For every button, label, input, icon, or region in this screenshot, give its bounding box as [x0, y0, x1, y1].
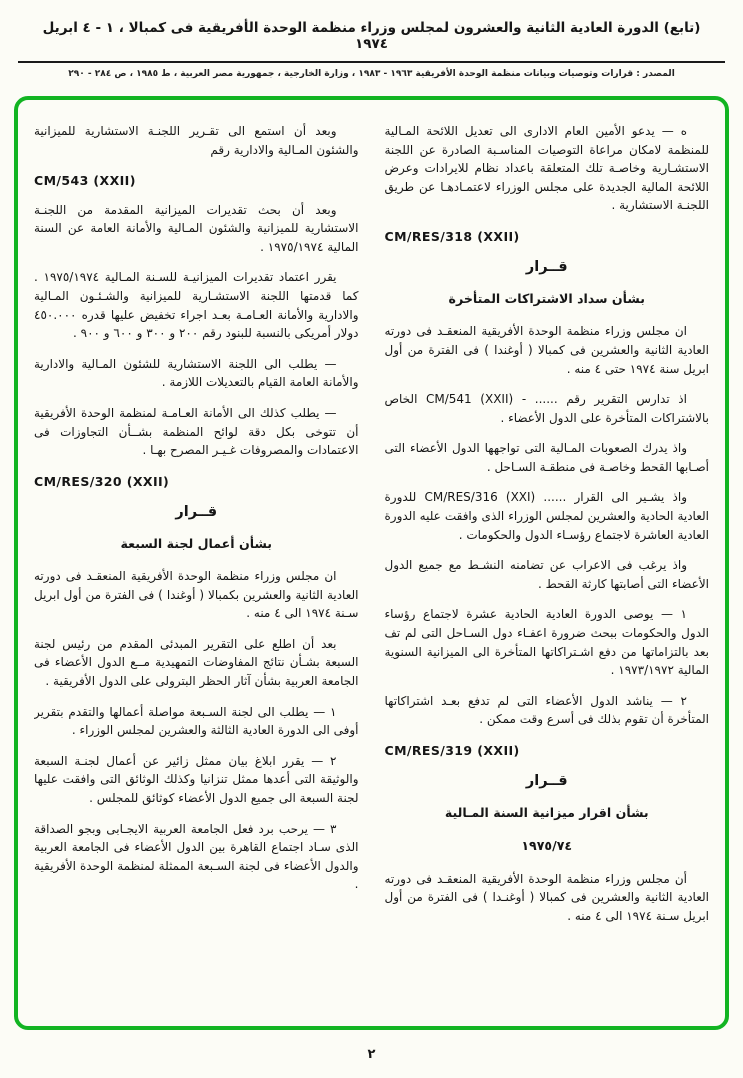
page-number: ٢	[367, 1047, 376, 1062]
column-left	[34, 122, 359, 1012]
resolution-code: CM/RES/319 (XXII)	[384, 743, 520, 759]
resolution-code: CM/543 (XXII)	[34, 173, 136, 189]
header-divider	[18, 61, 725, 63]
two-column-layout	[34, 122, 709, 1012]
resolution-heading: قــرار	[525, 259, 568, 276]
paragraph: يقرر اعتماد تقديرات الميزانيـة للسـنة المـالية ١٩٧٥/١٩٧٤ . كما قدمتها اللجنة الاستشـارية للميزانية والشـئـون المـالية والادارية والأمانة العـامـة بعـد اجراء تخفيض عليها قدره ٤٥٠.٠٠٠ دولار أمريكى بالنسبة للبنود رقم ٢٠٠ و ٣٠٠ و ٦٠٠ و ٩٠٠ .	[34, 270, 359, 341]
paragraph: ١ — يطلب الى لجنة السـبعة مواصلة أعمالها والتقدم بتقرير أوفى الى الدورة العادية الثالثة والعشرين لمجلس الوزراء .	[34, 704, 359, 738]
paragraph: بعد أن اطلع على التقرير المبدئى المقدم من رئيس لجنة السبعة بشـأن نتائج المفاوضات التمهيدية مــع الدول الأعضاء فى الجامعة العربية بشأن آثار الحظر البترولى على الدول الأفريقية .	[34, 636, 359, 689]
paragraph: ٢ — يناشد الدول الأعضاء التى لم تدفع بعـد اشتراكاتها المتأخرة أن تقوم بذلك فى أسرع وقت ممكن .	[384, 693, 709, 727]
paragraph: — يطلب كذلك الى الأمانة العـامـة لمنظمة الوحدة الأفريقية أن تتوخى بكل دقة لوائح المنظمة بشــأن التجاوزات فى الاعتمادات والمصروفات غـيـر المصرح بهـا .	[34, 405, 359, 458]
paragraph: ٢ — يقرر ابلاغ بيان ممثل زائير عن أعمال لجنـة السبعة والوثيقة التى أعدها ممثل تنزانيا وكذلك الوثائق التى وافقت عليها لجنة السبعة الى جميع الدول الأعضاء كوثائق للمجلس .	[34, 753, 359, 805]
paragraph: — يطلب الى اللجنة الاستشارية للشئون المـالية والادارية والأمانة العامة القيام بالتعديلات اللازمة .	[34, 356, 359, 390]
paragraph: أن مجلس وزراء منظمة الوحدة الأفريقية المنعقـد فى دورته العادية الثانية والعشرين فى كمبالا ( أوغنـدا ) فى الفترة من أول ابريل سـنة ١٩٧٤ الى ٤ منه .	[384, 871, 709, 924]
paragraph: اذ تدارس التقرير رقم ...... - CM/541 (XXII) الخاص بالاشتراكات المتأخرة على الدول الأعضاء .	[384, 392, 709, 425]
paragraph: واذ يدرك الصعوبات المـالية التى تواجهها الدول الأعضاء التى أصـابها القحط وخاصـة فى منطقـة السـاحل .	[384, 441, 709, 474]
resolution-subject: ١٩٧٥/٧٤	[521, 838, 573, 854]
paragraph: واذ يشـير الى القرار ...... CM/RES/316 (XXI) للدورة العادية الحادية والعشرين لمجلس الوزراء الذى وافقت عليه الدورة العادية العاشرة لاجتماع رؤسـاء الدول والحكومات .	[384, 490, 709, 542]
resolution-heading: قــرار	[175, 504, 218, 521]
resolution-code: CM/RES/320 (XXII)	[34, 473, 170, 489]
paragraph: ه — يدعو الأمين العام الادارى الى تعديل اللائحة المـالية للمنظمة لامكان مراعاة التوصيات المناسـبة الصادرة عن اللجنة الاستشـارية وخاصـة تلك المتعلقة باعداد نظام للايرادات وعرض اللائحة المالية الجديدة على مجلس الوزراء لاعتمـادهـا عن طريق اللجنـة الاستشارية .	[384, 124, 709, 213]
paragraph: ١ — يوصى الدورة العادية الحادية عشرة لاجتماع رؤساء الدول والحكومات ببحث ضرورة اعفـاء دول السـاحل التى لم تف بعد بالتزاماتها من دفع اشـتراكاتها المتأخرة الى الميزانية السنوية المالية ١٩٧٣/١٩٧٢ .	[384, 607, 709, 678]
resolution-code: CM/RES/318 (XXII)	[384, 228, 520, 244]
paragraph: وبعد أن بحث تقديرات الميزانية المقدمة من اللجنـة الاستشارية للميزانية والشئون المـالية والأمانة العامة عن السنة المالية ١٩٧٥/١٩٧٤ .	[34, 202, 359, 254]
paragraph: ان مجلس وزراء منظمة الوحدة الأفريقية المنعقـد فى دورته العادية الثانية والعشرين بكمبالا ( أوغندا ) فى الفترة من أول ابريل سـنة ١٩٧٤ الى ٤ منه .	[34, 569, 359, 621]
resolution-subject: بشأن أعمال لجنة السبعة	[120, 535, 273, 551]
column-right	[385, 122, 710, 1012]
resolution-subject: بشأن سداد الاشتراكات المتأخرة	[448, 290, 645, 306]
document-title: (تابع) الدورة العادية الثانية والعشرون لمجلس وزراء منظمة الوحدة الأفريقية فى كمبالا ، ١ - ٤ ابريل ١٩٧٤	[42, 20, 701, 52]
page-header	[0, 0, 743, 79]
content-frame	[14, 96, 729, 1030]
resolution-subject: بشأن اقرار ميزانية السنة المـالية	[444, 804, 649, 820]
paragraph: ٣ — يرحب برد فعل الجامعة العربية الايجـابى وبجو الصداقة الذى سـاد اجتماع القاهرة بين الدول الأعضاء فى الجامعة العربية والدول الأعضاء فى لجنة السـبعة الممثلة لمنظمة الوحدة الأفريقية .	[34, 821, 359, 892]
resolution-heading: قــرار	[525, 773, 568, 790]
source-note: المصدر : قرارات وتوصيات وبيانات منظمة الوحدة الأفريقية ١٩٦٣ - ١٩٨٣ ، وزارة الخارجية ، جمهورية مصر العربية ، ط ١٩٨٥ ، ص ٢٨٤ - ٢٩٠	[68, 68, 675, 79]
paragraph: واذ يرغب فى الاعراب عن تضامنه النشـط مع جميع الدول الأعضاء التى أصابتها كارثة القحط .	[384, 558, 709, 591]
paragraph: ان مجلس وزراء منظمة الوحدة الأفريقية المنعقـد فى دورته العادية الثانية والعشرين فى كمبالا ( أوغندا ) فى الفترة من أول ابريل سنة ١٩٧٤ حتى ٤ منه .	[384, 324, 709, 376]
paragraph: وبعد أن استمع الى تقـرير اللجنـة الاستشارية للميزانية والشئون المـالية والادارية رقم	[34, 124, 359, 157]
